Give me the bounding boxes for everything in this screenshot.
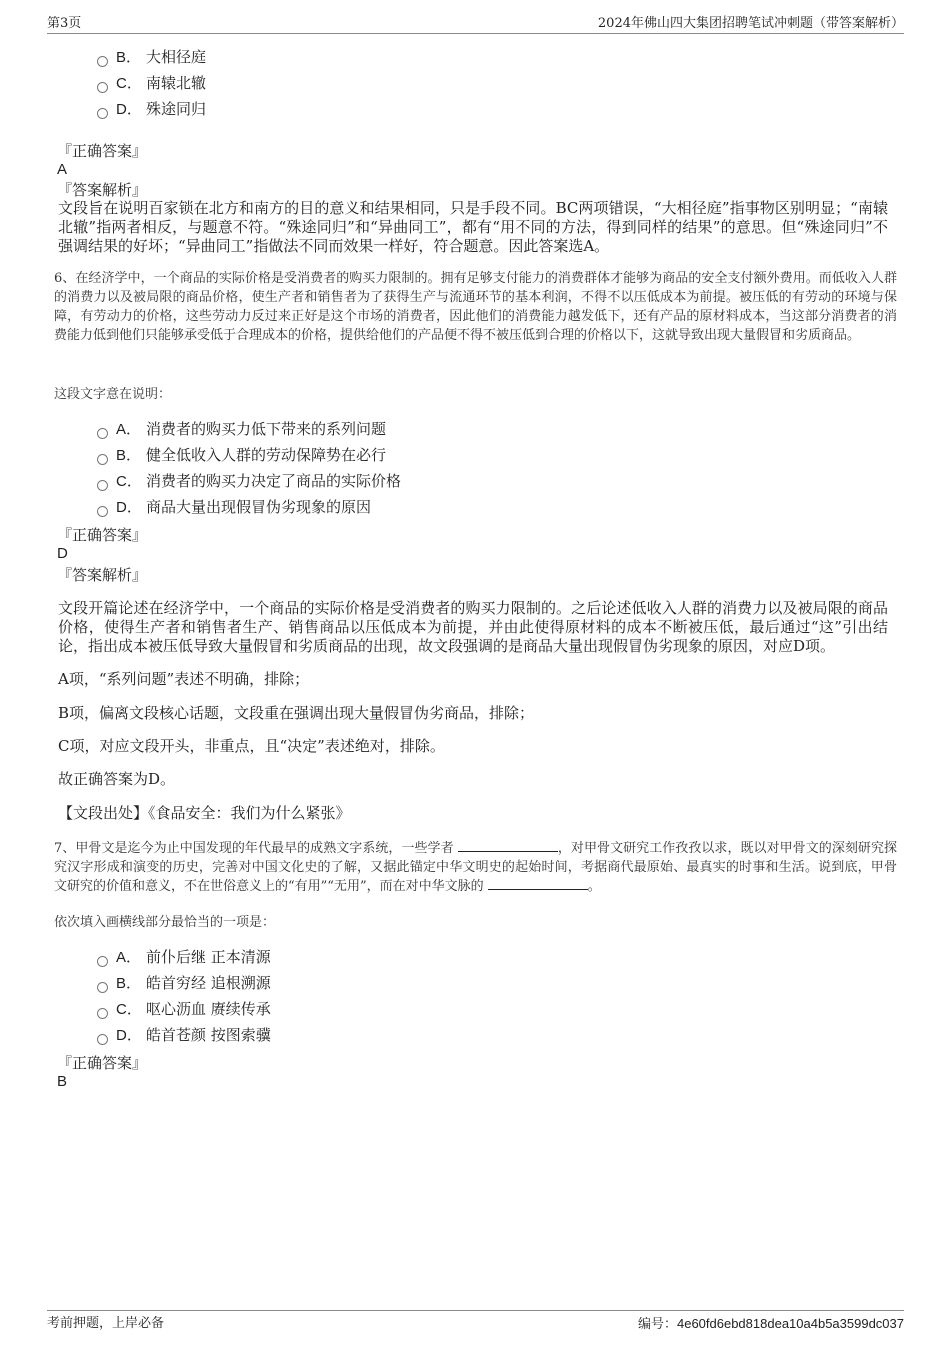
q5-answer: A xyxy=(57,161,68,178)
radio-icon[interactable] xyxy=(97,108,108,119)
q6-option-d[interactable]: D． 商品大量出现假冒伪劣现象的原因 xyxy=(97,497,371,519)
q6-analysis: 文段开篇论述在经济学中，一个商品的实际价格是受消费者的购买力限制的。之后论述低收入人群的消费力以及被局限的商品价格，使得生产者和销售者生产、销售商品以压低成本为前提，并由此使得原材料的成本不断被压低，最后通过“这”引出结论，指出成本被压低导致大量假冒和劣质商品的出现，故文段强调的是商品大量出现假冒伪劣现象的原因，对应D项。 xyxy=(58,599,888,655)
q6-stem: 这段文字意在说明： xyxy=(54,387,172,402)
radio-icon[interactable] xyxy=(97,480,108,491)
q6-analysis-label: 『答案解析』 xyxy=(57,566,148,584)
radio-icon[interactable] xyxy=(97,1034,108,1045)
document-code: 编号：4e60fd6ebd818dea10a4b5a3599dc037 xyxy=(637,1316,904,1332)
radio-icon[interactable] xyxy=(97,82,108,93)
radio-icon[interactable] xyxy=(97,506,108,517)
q5-option-d[interactable]: D． 殊途同归 xyxy=(97,99,206,121)
q6-note-b: B项，偏离文段核心话题，文段重在强调出现大量假冒伪劣商品，排除； xyxy=(58,704,535,722)
fill-blank-1[interactable] xyxy=(458,839,558,852)
q5-analysis-label: 『答案解析』 xyxy=(57,181,148,199)
q6-option-b[interactable]: B． 健全低收入人群的劳动保障势在必行 xyxy=(97,445,386,467)
radio-icon[interactable] xyxy=(97,982,108,993)
q5-option-b[interactable]: B． 大相径庭 xyxy=(97,47,206,69)
q5-answer-label: 『正确答案』 xyxy=(57,142,148,160)
q6-source: 【文段出处】《食品安全：我们为什么紧张》 xyxy=(58,804,351,822)
page-header xyxy=(47,14,904,34)
q6-question: 6、在经济学中，一个商品的实际价格是受消费者的购买力限制的。拥有足够支付能力的消费群体才能够为商品的安全支付额外费用。而低收入人群的消费力以及被局限的商品价格，使生产者和销售者为了获得生产与流通环节的基本利润，不得不以压低成本为前提。被压低的有劳动的环境与保障，有劳动力的价格，这些劳动力反过来正好是这个市场的消费者，因此他们的消费能力越发低下，还有产品的原材料成本，当这部分消费者的消费能力低到他们只能够承受低于合理成本的价格，提供给他们的产品便不得不被压低到合理的价格以下，这就导致出现大量假冒和劣质商品。 xyxy=(54,271,897,343)
q5-analysis: 文段旨在说明百家锁在北方和南方的目的意义和结果相同，只是手段不同。BC两项错误，“大相径庭”指事物区别明显；“南辕北辙”指两者相反，与题意不符。“殊途同归”和“异曲同工”，都有“用不同的方法，得到同样的结果”的意思。但“殊途同归”不强调结果的好坏；“异曲同工”指做法不同而效果一样好，符合题意。因此答案选A。 xyxy=(58,199,888,255)
q6-conclusion: 故正确答案为D。 xyxy=(58,770,176,788)
q7-stem: 依次填入画横线部分最恰当的一项是： xyxy=(54,915,276,930)
q6-option-c[interactable]: C． 消费者的购买力决定了商品的实际价格 xyxy=(97,471,401,493)
radio-icon[interactable] xyxy=(97,428,108,439)
q7-question: 7、甲骨文是迄今为止中国发现的年代最早的成熟文字系统，一些学者 ，对甲骨文研究工作孜孜以求，既以对甲骨文的深刻研究探究汉字形成和演变的历史，完善对中国文化史的了解，又据此锚定中华文明史的起始时间，考据商代最原始、最真实的时事和生活。说到底，甲骨文研究的价值和意义，不在世俗意义上的“有用”“无用”，而在对中华文脉的 。 xyxy=(54,841,897,894)
q6-note-a: A项，“系列问题”表述不明确，排除； xyxy=(58,670,310,688)
radio-icon[interactable] xyxy=(97,56,108,67)
page-number: 第3页 xyxy=(47,16,82,31)
radio-icon[interactable] xyxy=(97,454,108,465)
page-footer xyxy=(47,1310,904,1334)
q7-answer: B xyxy=(57,1073,68,1090)
document-title: 2024年佛山四大集团招聘笔试冲刺题（带答案解析） xyxy=(597,16,904,31)
radio-icon[interactable] xyxy=(97,956,108,967)
fill-blank-2[interactable] xyxy=(488,877,588,890)
q7-option-c[interactable]: C． 呕心沥血 赓续传承 xyxy=(97,999,271,1021)
q6-note-c: C项，对应文段开头，非重点，且“决定”表述绝对，排除。 xyxy=(58,737,445,755)
q6-answer: D xyxy=(57,545,68,562)
q6-option-a[interactable]: A． 消费者的购买力低下带来的系列问题 xyxy=(97,419,386,441)
q7-option-d[interactable]: D． 皓首苍颜 按图索骥 xyxy=(97,1025,271,1047)
footer-slogan: 考前押题，上岸必备 xyxy=(47,1316,165,1331)
q6-answer-label: 『正确答案』 xyxy=(57,526,148,544)
q5-option-c[interactable]: C． 南辕北辙 xyxy=(97,73,206,95)
q7-answer-label: 『正确答案』 xyxy=(57,1054,148,1072)
radio-icon[interactable] xyxy=(97,1008,108,1019)
q7-option-b[interactable]: B． 皓首穷经 追根溯源 xyxy=(97,973,271,995)
q7-option-a[interactable]: A． 前仆后继 正本清源 xyxy=(97,947,271,969)
